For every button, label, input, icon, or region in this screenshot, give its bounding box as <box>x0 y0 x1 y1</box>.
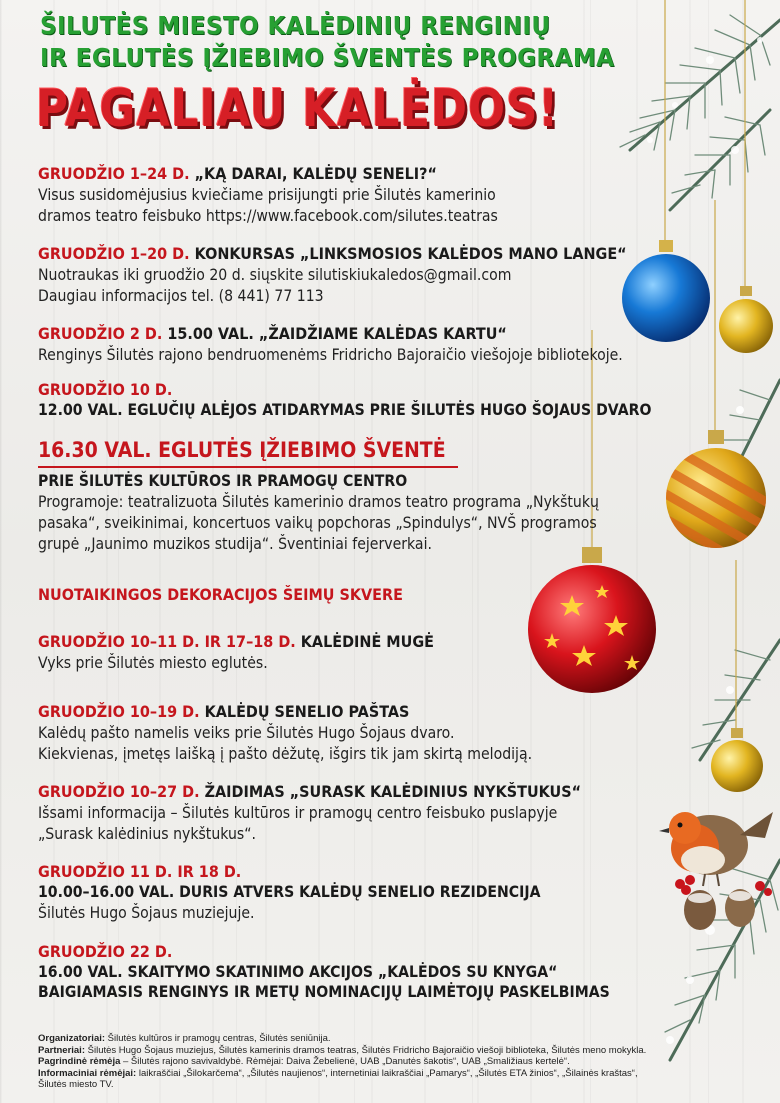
program-title-line2: IR EGLUTĖS ĮŽIEBIMO ŠVENTĖS PROGRAMA <box>40 43 615 72</box>
event-line: Programoje: teatralizuota Šilutės kamerinio dramos teatro programa „Nykštukų <box>38 492 599 511</box>
event-kaledu-pastas <box>38 702 599 764</box>
event-date: GRUODŽIO 10–27 D. ŽAIDIMAS „SURASK KALĖDINIUS NYKŠTUKUS“ <box>38 782 582 801</box>
event-date: GRUODŽIO 11 D. IR 18 D. <box>38 862 242 881</box>
event-line: „Surask kalėdinius nykštukus“. <box>38 824 257 843</box>
pine-cones-berries-decoration <box>660 870 780 940</box>
gold-ornament-ball-small-decoration <box>718 284 774 356</box>
event-line: Kalėdų pašto namelis veiks prie Šilutės Hugo Šojaus dvaro. <box>38 723 455 742</box>
highlight-subtitle: PRIE ŠILUTĖS KULTŪROS IR PRAMOGŲ CENTRO <box>38 471 408 490</box>
event-date: GRUODŽIO 1–20 D. KONKURSAS „LINKSMOSIOS KALĖDOS MANO LANGE“ <box>38 244 627 263</box>
event-eglutes-izebimas <box>38 437 675 554</box>
program-title <box>40 10 647 74</box>
event-line: Daugiau informacijos tel. (8 441) 77 113 <box>38 286 324 305</box>
event-ka-darai <box>38 164 561 226</box>
footer-partners: Partneriai: Šilutės Hugo Šojaus muziejus, Šilutės kamerinis dramos teatras, Šilutės Fridricho Bajoraičio viešoji biblioteka, Šilutės meno mokykla. <box>38 1044 647 1056</box>
main-title: PAGALIAU KALĖDOS! <box>36 79 560 139</box>
striped-gold-ornament-ball-decoration <box>664 428 768 552</box>
footer-main-sponsor: Pagrindinė rėmėja – Šilutės rajono savivaldybė. Rėmėjai: Daiva Žebelienė, UAB „Danutės šakotis“, UAB „Smaližiaus kertelė“. <box>38 1056 570 1067</box>
event-line: Renginys Šilutės rajono bendruomenėms Fridricho Bajoraičio viešojoje bibliotekoje. <box>38 345 623 364</box>
event-line: Išsami informacija – Šilutės kultūros ir pramogų centro feisbuko puslapyje <box>38 803 558 822</box>
event-line: Visus susidomėjusius kviečiame prisijungti prie Šilutės kamerinio <box>38 185 496 204</box>
event-kaledine-muge <box>38 632 478 673</box>
event-title: ŽAIDIMAS „SURASK KALĖDINIUS NYKŠTUKUS“ <box>204 782 582 801</box>
event-date: GRUODŽIO 2 D. 15.00 VAL. „ŽAIDŽIAME KALĖDAS KARTU“ <box>38 324 507 343</box>
footer-info-sponsors: Informaciniai rėmėjai: laikraščiai „Šilokarčema“, „Šilutės naujienos“, internetiniai laikraščiai „Pamarys“, „Šilutės ETA žinios“, „Šilainės kraštas“, <box>38 1067 638 1079</box>
event-date: GRUODŽIO 10–19 D. KALĖDŲ SENELIO PAŠTAS <box>38 702 410 721</box>
event-bold-line: 10.00–16.00 VAL. DURIS ATVERS KALĖDŲ SENELIO REZIDENCIJA <box>38 882 541 901</box>
event-date: GRUODŽIO 22 D. <box>38 942 173 961</box>
event-line: dramos teatro feisbuko https://www.facebook.com/silutes.teatras <box>38 206 498 225</box>
event-bold-line: 16.00 VAL. SKAITYMO SKATINIMO AKCIJOS „KALĖDOS SU KNYGA“ <box>38 962 558 981</box>
event-title: 15.00 VAL. „ŽAIDŽIAME KALĖDAS KARTU“ <box>167 324 507 343</box>
program-title-line1: ŠILUTĖS MIESTO KALĖDINIŲ RENGINIŲ <box>40 11 551 40</box>
event-line: Šilutės Hugo Šojaus muziejuje. <box>38 903 255 922</box>
event-line: Kiekvienas, įmetęs laišką į pašto dėžutę, išgirs tik jam skirtą melodiją. <box>38 744 533 763</box>
section-heading: NUOTAIKINGOS DEKORACIJOS ŠEIMŲ SKVERE <box>38 585 403 604</box>
event-surask-nykstukus <box>38 782 641 844</box>
footer-info-sponsors-cont: Šilutės miesto TV. <box>38 1079 114 1090</box>
event-title: KALĖDINĖ MUGĖ <box>300 632 434 651</box>
event-line: Nuotraukas iki gruodžio 20 d. siųskite silutiskiukaledos@gmail.com <box>38 265 512 284</box>
red-star-ornament-ball-decoration <box>524 545 660 695</box>
footer-credits <box>38 1033 758 1091</box>
section-dekoracijos <box>38 585 443 605</box>
event-konkursas <box>38 244 692 306</box>
event-title: „KĄ DARAI, KALĖDŲ SENELI?“ <box>194 164 437 183</box>
event-line: grupė „Jaunimo muzikos studija“. Šventiniai fejerverkai. <box>38 534 432 553</box>
highlight-title: 16.30 VAL. EGLUTĖS ĮŽIEBIMO ŠVENTĖ <box>38 438 446 462</box>
event-egluciu-aleja <box>38 380 735 420</box>
event-date: GRUODŽIO 10 D. <box>38 380 173 399</box>
event-bold-line: 12.00 VAL. EGLUČIŲ ALĖJOS ATIDARYMAS PRIE ŠILUTĖS HUGO ŠOJAUS DVARO <box>38 400 652 419</box>
event-zaidziame-kaledas <box>38 324 703 365</box>
event-line: Vyks prie Šilutės miesto eglutės. <box>38 653 268 672</box>
event-title: KALĖDŲ SENELIO PAŠTAS <box>204 702 410 721</box>
event-line: pasaka“, sveikinimai, koncertuos vaikų popchoras „Spindulys“, NVŠ programos <box>38 513 597 532</box>
gold-ornament-ball-bottom-decoration <box>710 726 764 796</box>
footer-organizers: Organizatoriai: Šilutės kultūros ir pramogų centras, Šilutės seniūnija. <box>38 1033 331 1044</box>
event-bold-line: BAIGIAMASIS RENGINYS IR METŲ NOMINACIJŲ LAIMĖTOJŲ PASKELBIMAS <box>38 982 610 1001</box>
event-title: KONKURSAS „LINKSMOSIOS KALĖDOS MANO LANGE“ <box>194 244 627 263</box>
event-date: GRUODŽIO 1–24 D. „KĄ DARAI, KALĖDŲ SENELI?“ <box>38 164 437 183</box>
event-kaledos-su-knyga <box>38 942 688 1002</box>
event-senelio-rezidencija <box>38 862 609 923</box>
event-date: GRUODŽIO 10–11 D. IR 17–18 D. KALĖDINĖ MUGĖ <box>38 632 434 651</box>
highlight-underline <box>38 466 458 468</box>
